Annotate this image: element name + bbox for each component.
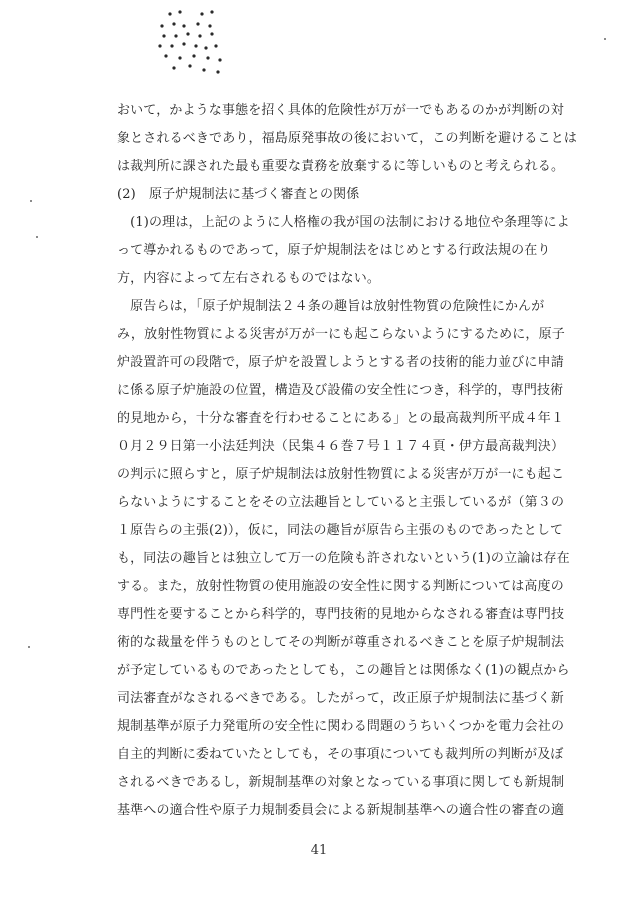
body-line: 司法審査がなされるべきである。したがって，改正原子炉規制法に基づく新 xyxy=(117,691,564,706)
scan-speck xyxy=(36,236,38,238)
body-line: されるべきであるし，新規制基準の対象となっている事項に関しても新規制 xyxy=(117,775,565,790)
body-line: 専門性を要することから科学的，専門技術的見地からなされる審査は専門技 xyxy=(117,607,565,622)
perforation-stamp xyxy=(150,6,230,78)
body-line: 基準への適合性や原子力規制委員会による新規制基準への適合性の審査の適 xyxy=(117,803,565,818)
body-line: １原告らの主張(2)），仮に，同法の趣旨が原告ら主張のものであったとして xyxy=(117,523,564,538)
body-line: に係る原子炉施設の位置，構造及び設備の安全性につき，科学的，専門技術 xyxy=(117,383,564,398)
body-line: 炉設置許可の段階で，原子炉を設置しようとする者の技術的能力並びに申請 xyxy=(117,355,564,370)
body-line: 的見地から，十分な審査を行わせることにある」との最高裁判所平成４年１ xyxy=(117,411,565,426)
scan-speck xyxy=(604,38,606,40)
body-line: 自主的判断に委ねていたとしても，その事項についても裁判所の判断が及ぼ xyxy=(117,747,564,762)
body-line: も，同法の趣旨とは独立して万一の危険も許されないという(1)の立論は存在 xyxy=(117,551,570,566)
body-line: は裁判所に課された最も重要な責務を放棄するに等しいものと考えられる。 xyxy=(117,159,565,174)
body-line: み，放射性物質による災害が万が一にも起こらないようにするために，原子 xyxy=(117,327,565,342)
body-line: 原告らは，「原子炉規制法２４条の趣旨は放射性物質の危険性にかんが xyxy=(117,299,545,314)
body-line: ０月２９日第一小法廷判決（民集４６巻７号１１７４頁・伊方最高裁判決） xyxy=(117,439,565,454)
body-line: の判示に照らすと，原子炉規制法は放射性物質による災害が万が一にも起こ xyxy=(117,467,565,482)
scan-speck xyxy=(28,646,30,648)
body-line: する。また，放射性物質の使用施設の安全性に関する判断については高度の xyxy=(117,579,564,594)
body-line: 方，内容によって左右されるものではない。 xyxy=(117,271,381,286)
body-line: 象とされるべきであり，福島原発事故の後において，この判断を避けることは xyxy=(117,131,577,146)
body-line: 術的な裁量を伴うものとしてその判断が尊重されるべきことを原子炉規制法 xyxy=(117,635,565,650)
body-line: 規制基準が原子力発電所の安全性に関わる問題のうちいくつかを電力会社の xyxy=(117,719,565,734)
body-line: (1)の理は，上記のように人格権の我が国の法制における地位や条理等によ xyxy=(117,215,570,230)
body-line: って導かれるものであって，原子炉規制法をはじめとする行政法規の在り xyxy=(117,243,551,258)
body-line: が予定しているものであったとしても，この趣旨とは関係なく(1)の観点から xyxy=(117,663,570,678)
body-line: らないようにすることをその立法趣旨としていると主張しているが（第３の xyxy=(117,495,565,510)
section-heading: (2) 原子炉規制法に基づく審査との関係 xyxy=(117,187,360,202)
page-number: 41 xyxy=(310,843,328,858)
scan-speck xyxy=(30,200,32,202)
body-line: おいて，かような事態を招く具体的危険性が万が一でもあるのかが判断の対 xyxy=(117,103,564,118)
